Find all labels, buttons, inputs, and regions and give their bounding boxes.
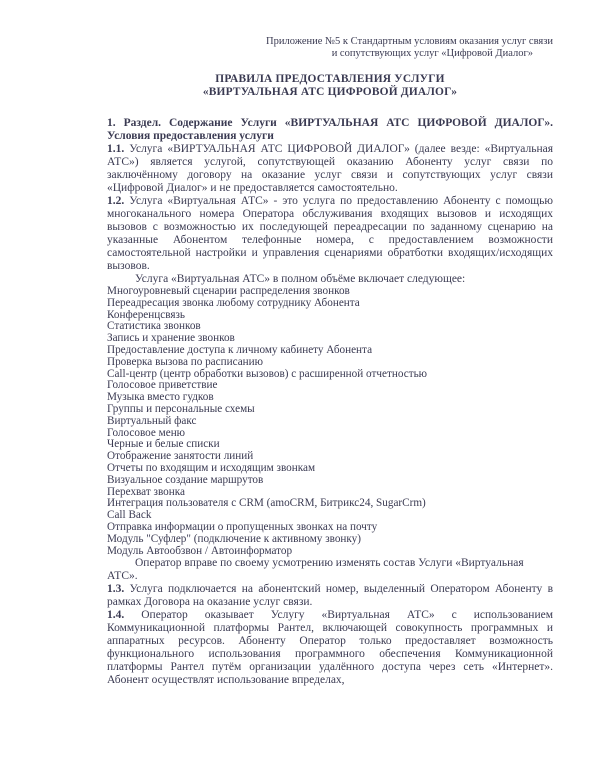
feature-item: Call-центр (центр обработки вызовов) с расширенной отчетностью — [107, 367, 428, 380]
feature-item: Черные и белые списки — [107, 438, 220, 451]
header-line-2: и сопутствующих услуг «Цифровой Диалог» — [331, 48, 533, 59]
clause-1-4-text: Оператор оказывает Услугу «Виртуальная АТС» с использованием Коммуникационной платформы Рантел, включающей совокупность программных и аппаратных ресурсов. Абоненту Оператор только предоставляет возможность функционального использования программного обеспечения Коммуникационной платформы Рантел путём организации удалённого доступа через сеть «Интернет». Абонент осуществлят использование впределах, — [107, 609, 553, 687]
feature-item: Перехват звонка — [107, 485, 185, 498]
features-list — [107, 286, 553, 557]
clause-1-1-number: 1.1. — [107, 143, 125, 155]
feature-item: Визуальное создание маршрутов — [107, 473, 264, 486]
features-intro: Услуга «Виртуальная АТС» в полном объёме включает следующее: — [135, 273, 466, 285]
clause-1-3 — [107, 583, 553, 609]
feature-item: Отображение занятости линий — [107, 450, 254, 463]
clause-1-2 — [107, 195, 553, 273]
clause-1-4-number: 1.4. — [107, 609, 125, 622]
clause-1-3-text: Услуга подключается на абонентский номер, выделенный Оператором Абоненту в рамках Договора на оказание услуг связи. — [107, 583, 553, 609]
feature-item: Интеграция пользователя с CRM (amoCRM, Битрикс24, SugarCrm) — [107, 497, 426, 510]
section-1-heading: 1. Раздел. Содержание Услуги «ВИРТУАЛЬНАЯ АТС ЦИФРОВОЙ ДИАЛОГ». Условия предоставления услуги — [107, 117, 553, 142]
feature-item: Модуль Автообзвон / Автоинформатор — [107, 544, 293, 557]
clause-1-2-number: 1.2. — [107, 195, 125, 207]
title-line-1: ПРАВИЛА ПРЕДОСТАВЛЕНИЯ УСЛУГИ — [215, 73, 445, 85]
header-line-1: Приложение №5 к Стандартным условиям оказания услуг связи — [266, 36, 553, 47]
feature-item: Отправка информации о пропущенных звонках на почту — [107, 520, 378, 533]
feature-item: Отчеты по входящим и исходящим звонкам — [107, 461, 316, 474]
feature-item: Проверка вызова по расписанию — [107, 355, 263, 368]
feature-item: Голосовое приветствие — [107, 379, 218, 392]
clause-1-3-number: 1.3. — [107, 583, 125, 596]
feature-item: Запись и хранение звонков — [107, 332, 235, 345]
document-title — [107, 73, 553, 98]
clause-1-4 — [107, 609, 553, 687]
feature-item: Call Back — [107, 509, 152, 522]
clause-1-1-text: Услуга «ВИРТУАЛЬНАЯ АТС ЦИФРОВОЙ ДИАЛОГ» (далее везде: «Виртуальная АТС») является услугой, сопутствующей оказанию Абоненту услуг связи по заключённому договору на оказание услуг связи и сопутствующих услуг связи «Цифровой Диалог» и не предоставляется самостоятельно. — [107, 143, 554, 194]
feature-item: Группы и персональные схемы — [107, 402, 255, 415]
feature-item: Многоуровневый сценарии распределения звонков — [107, 285, 350, 297]
clause-1-2-text: Услуга «Виртуальная АТС» - это услуга по предоставлению Абоненту с помощью многоканального номера Оператора обслуживания входящих вызовов и исходящих вызовов с возможностью их последующей переадресации по заданному сценарию на указанные Абонентом телефонные номера, с предоставлением возможности самостоятельной настройки и управления сценариями обратботки входящих/исходящих вызовов. — [107, 195, 553, 272]
feature-item: Предоставление доступа к личному кабинету Абонента — [107, 343, 373, 356]
feature-item: Голосовое меню — [107, 426, 186, 439]
document-content — [107, 36, 553, 687]
feature-item: Модуль "Суфлер" (подключение к активному звонку) — [107, 532, 361, 545]
document-header — [107, 36, 553, 60]
feature-item: Музыка вместо гудков — [107, 391, 214, 404]
feature-item: Переадресация звонка любому сотруднику Абонента — [107, 296, 360, 309]
feature-item: Статистика звонков — [107, 320, 201, 333]
title-line-2: «ВИРТУАЛЬНАЯ АТС ЦИФРОВОЙ ДИАЛОГ» — [202, 85, 458, 98]
clause-1-1 — [107, 143, 553, 195]
feature-item: Конференцсвязь — [107, 308, 186, 321]
operator-note: Оператор вправе по своему усмотрению изменять состав Услуги «Виртуальная АТС». — [107, 557, 524, 583]
feature-item: Виртуальный факс — [107, 414, 197, 427]
